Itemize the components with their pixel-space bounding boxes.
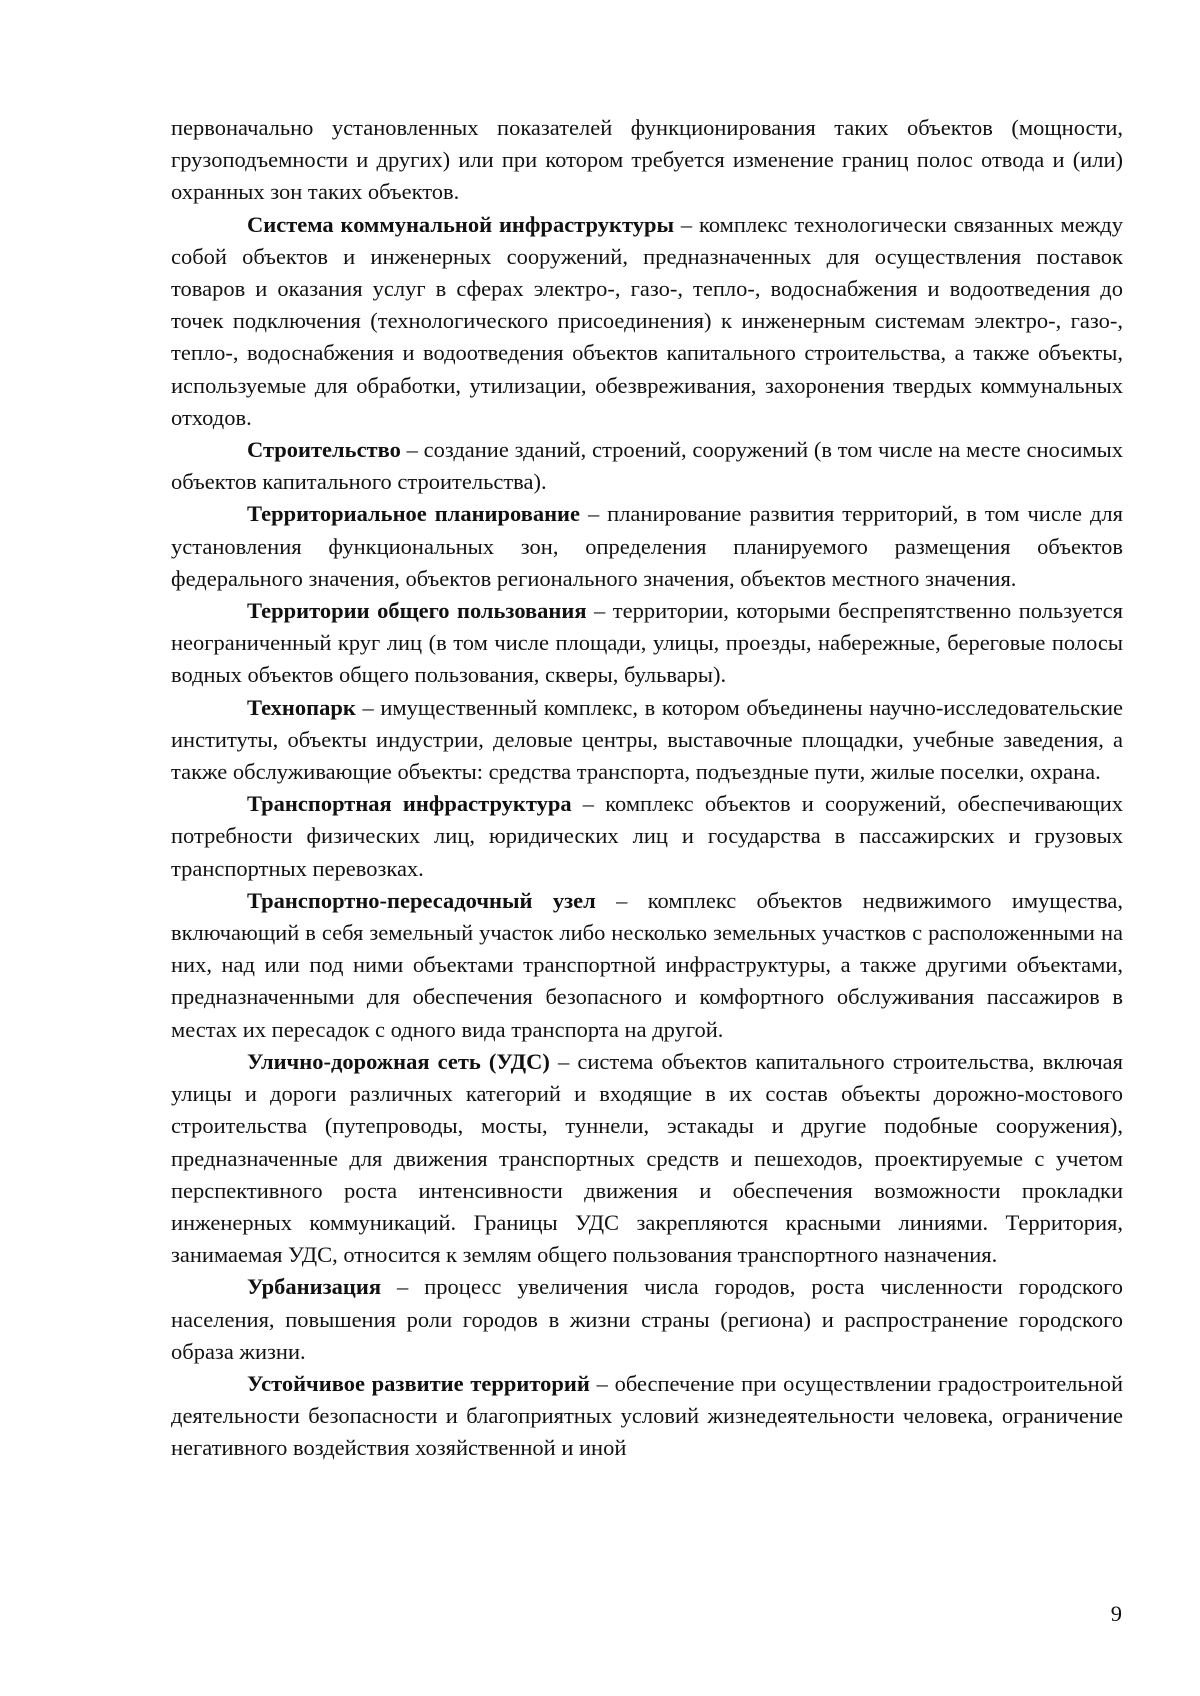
definition-text: – обеспечение при осуществлении градостроительной деятельности безопасности и благоприятных условий жизнедеятельности человека, ограничение негативного воздействия хозяйственной и иной	[171, 1370, 1124, 1461]
definition-term: Улично-дорожная сеть (УДС)	[247, 1048, 550, 1074]
continuation-paragraph: первоначально установленных показателей функционирования таких объектов (мощности, грузоподъемности и других) или при котором требуется изменение границ полос отвода и (или) охранных зон таких объектов.	[171, 115, 1123, 205]
definition-paragraph	[171, 498, 1123, 595]
definition-paragraph	[171, 788, 1123, 885]
definition-text: – территории, которыми беспрепятственно пользуется неограниченный круг лиц (в том числе площади, улицы, проезды, набережные, береговые полосы водных объектов общего пользования, скверы, бульвары).	[171, 598, 1123, 688]
definition-text: – процесс увеличения числа городов, роста численности городского населения, повышения роли городов в жизни страны (региона) и распространение городского образа жизни.	[171, 1274, 1123, 1364]
definition-term: Территории общего пользования	[247, 598, 587, 624]
definition-paragraph	[171, 209, 1123, 434]
definition-term: Транспортно-пересадочный узел	[247, 887, 596, 913]
definition-paragraph	[171, 434, 1123, 498]
definition-paragraph	[171, 692, 1123, 789]
definition-term: Устойчивое развитие территорий	[247, 1370, 590, 1396]
definition-paragraph	[171, 885, 1123, 1046]
definition-term: Строительство	[247, 437, 401, 463]
definition-term: Технопарк	[247, 694, 356, 720]
definition-text: – комплекс объектов и сооружений, обеспечивающих потребности физических лиц, юридических лиц и государства в пассажирских и грузовых транспортных перевозках.	[171, 791, 1123, 881]
page-number: 9	[1110, 1601, 1122, 1626]
definition-paragraph	[171, 1271, 1123, 1368]
definition-term: Система коммунальной инфраструктуры	[247, 211, 675, 237]
definition-text: – планирование развития территорий, в том числе для установления функциональных зон, определения планируемого размещения объектов федерального значения, объектов регионального значения, объектов местного значения.	[171, 501, 1123, 591]
definition-text: – система объектов капитального строительства, включая улицы и дороги различных категорий и входящие в их состав объекты дорожно-мостового строительства (путепроводы, мосты, туннели, эстакады и другие подобные сооружения), предназначенные для движения транспортных средств и пешеходов, проектируемые с учетом перспективного роста интенсивности движения и обеспечения возможности прокладки инженерных коммуникаций. Границы УДС закрепляются красными линиями. Территория, занимаемая УДС, относится к землям общего пользования транспортного назначения.	[171, 1048, 1123, 1268]
definition-term: Транспортная инфраструктура	[247, 791, 572, 817]
definition-paragraph	[171, 1368, 1123, 1465]
definition-paragraph	[171, 1046, 1123, 1271]
document-page	[171, 112, 1123, 1465]
definition-text: – имущественный комплекс, в котором объединены научно-исследовательские институты, объекты индустрии, деловые центры, выставочные площадки, учебные заведения, а также обслуживающие объекты: средства транспорта, подъездные пути, жилые поселки, охрана.	[171, 694, 1123, 785]
definition-text: – комплекс объектов недвижимого имущества, включающий в себя земельный участок либо несколько земельных участков с расположенными на них, над или под ними объектами транспортной инфраструктуры, а также другими объектами, предназначенными для обеспечения безопасного и комфортного обслуживания пассажиров в местах их пересадок с одного вида транспорта на другой.	[171, 887, 1123, 1042]
definition-text: – создание зданий, строений, сооружений (в том числе на месте сносимых объектов капитального строительства).	[171, 437, 1123, 495]
definition-paragraph	[171, 595, 1123, 692]
definition-term: Территориальное планирование	[247, 501, 581, 527]
definition-text: – комплекс технологически связанных между собой объектов и инженерных сооружений, предназначенных для осуществления поставок товаров и оказания услуг в сферах электро-, газо-, тепло-, водоснабжения и водоотведения до точек подключения (технологического присоединения) к инженерным системам электро-, газо-, тепло-, водоснабжения и водоотведения объектов капитального строительства, а также объекты, используемые для обработки, утилизации, обезвреживания, захоронения твердых коммунальных отходов.	[171, 211, 1123, 430]
definition-term: Урбанизация	[247, 1274, 382, 1300]
